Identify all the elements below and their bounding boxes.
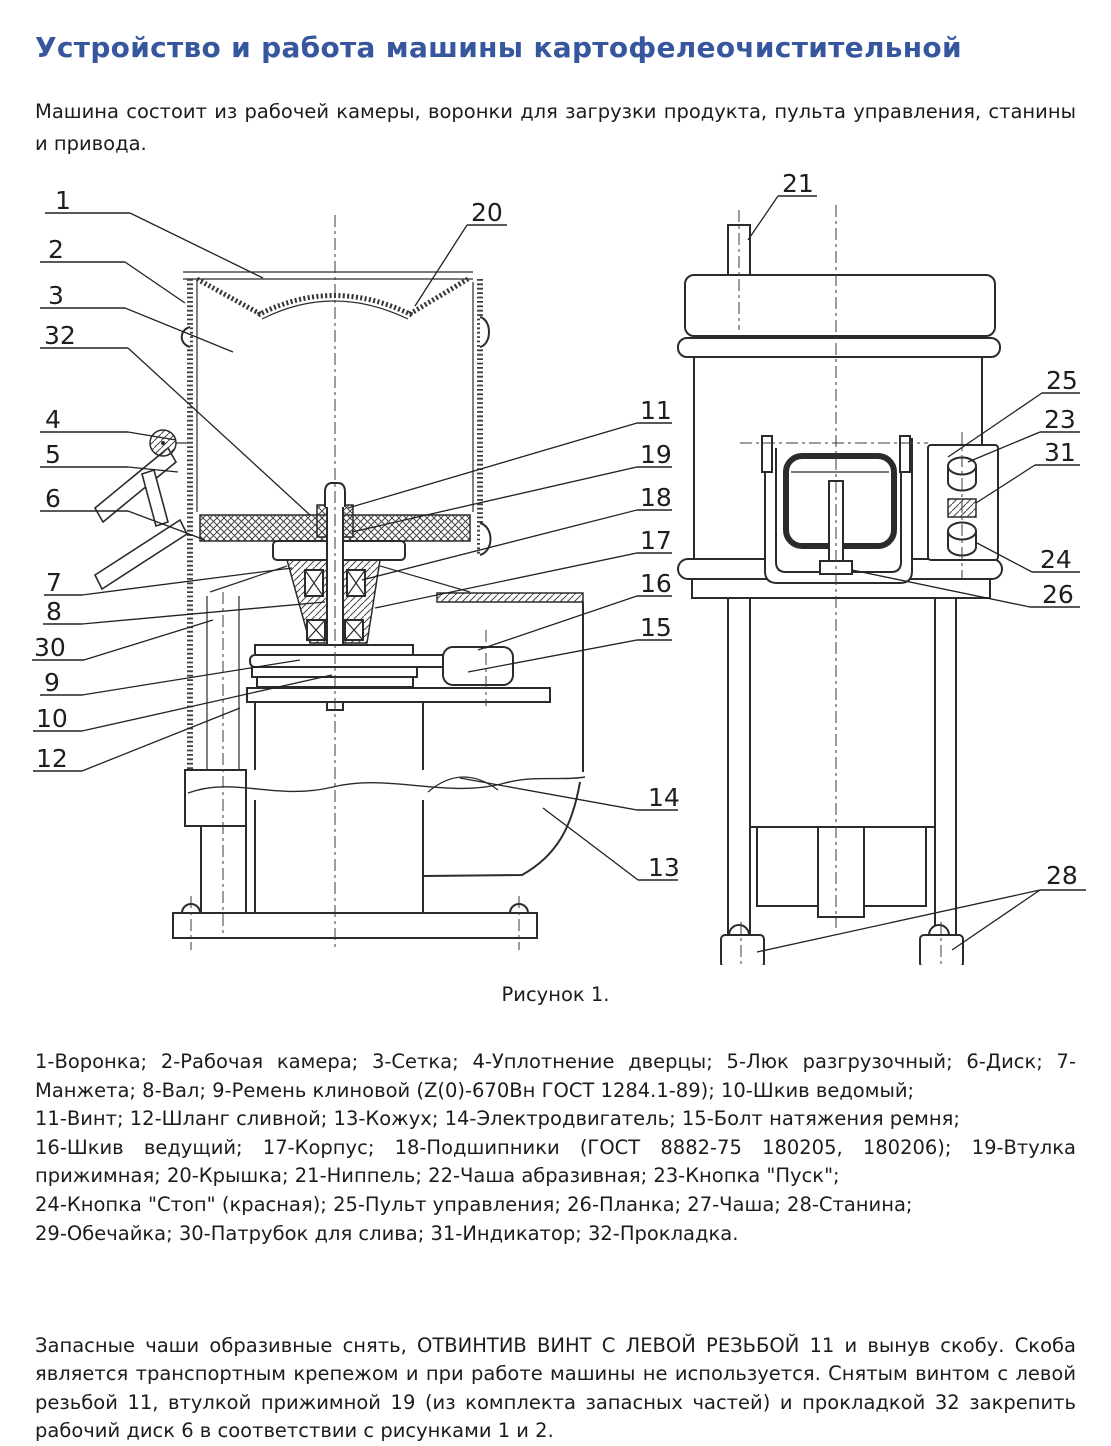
pulley <box>255 645 413 655</box>
callout-2: 2 <box>48 235 64 264</box>
discharge-chute <box>95 520 187 589</box>
motor-outline <box>428 777 498 792</box>
callout-26: 26 <box>1042 580 1074 609</box>
electric-motor <box>750 598 935 827</box>
callout-6: 6 <box>45 484 61 513</box>
callout-19: 19 <box>640 440 672 469</box>
funnel <box>197 279 262 315</box>
figure-technical-drawing <box>0 165 1111 965</box>
spare-bowls-paragraph: Запасные чаши образивные снять, ОТВИНТИВ ВИНТ С ЛЕВОЙ РЕЗЬБОЙ 11 и вынув скобу. Скоба является транспортным крепежом и при работе машины не используется. Снятым винтом с левой резьбой 11, втулкой прижимной 19 (из комплекта запасных частей) и прокладкой 32 закрепить рабочий диск 6 в соответствии с рисунками 1 и 2. <box>35 1333 1076 1443</box>
base-plate <box>173 913 537 938</box>
callout-15: 15 <box>640 613 672 642</box>
callout-13: 13 <box>648 853 680 882</box>
callout-12: 12 <box>36 744 68 773</box>
upper-collar <box>678 338 1000 357</box>
callout-7: 7 <box>46 568 62 597</box>
callout-20: 20 <box>471 198 503 227</box>
frame-leg <box>728 598 750 935</box>
callout-16: 16 <box>640 569 672 598</box>
callout-14: 14 <box>648 783 680 812</box>
cover-lid <box>685 275 995 336</box>
callout-4: 4 <box>45 405 61 434</box>
callout-3: 3 <box>48 281 64 310</box>
frame-foot <box>721 935 764 965</box>
callout-25: 25 <box>1046 366 1078 395</box>
callout-31: 31 <box>1044 438 1076 467</box>
callout-8: 8 <box>46 597 62 626</box>
legend-group: 24-Кнопка "Стоп" (красная); 25-Пульт управления; 26-Планка; 27-Чаша; 28-Станина; <box>35 1192 913 1216</box>
callout-5: 5 <box>45 440 61 469</box>
callout-21: 21 <box>782 169 814 198</box>
page-title: Устройство и работа машины картофелеочистительной <box>35 30 962 64</box>
pulley-plate <box>247 688 550 702</box>
callout-28: 28 <box>1046 861 1078 890</box>
right-view-exterior <box>678 225 1002 965</box>
legend-group: 11-Винт; 12-Шланг сливной; 13-Кожух; 14-Электродвигатель; 15-Болт натяжения ремня; <box>35 1107 960 1131</box>
break-line <box>188 777 585 793</box>
callout-17: 17 <box>640 526 672 555</box>
callout-9: 9 <box>44 668 60 697</box>
legend-group: 16-Шкив ведущий; 17-Корпус; 18-Подшипники (ГОСТ 8882-75 180205, 180206); 19-Втулка прижимная; 20-Крышка; 21-Ниппель; 22-Чаша абразивная; 23-Кнопка "Пуск"; <box>35 1135 1076 1188</box>
intro-paragraph: Машина состоит из рабочей камеры, воронки для загрузки продукта, пульта управления, станины и привода. <box>35 99 1076 155</box>
figure-caption: Рисунок 1. <box>501 983 610 1006</box>
callout-24: 24 <box>1040 545 1072 574</box>
left-view-cross-section <box>95 272 585 938</box>
callout-11: 11 <box>640 396 672 425</box>
drain-hose-top <box>185 770 246 826</box>
callout-10: 10 <box>36 704 68 733</box>
frame-leg <box>935 598 956 935</box>
callout-18: 18 <box>640 483 672 512</box>
legend-group: 1-Воронка; 2-Рабочая камера; 3-Сетка; 4-Уплотнение дверцы; 5-Люк разгрузочный; 6-Диск; 7-Манжета; 8-Вал; 9-Ремень клиновой (Z(0)-670Вн ГОСТ 1284.1-89); 10-Шкив ведомый; <box>35 1050 1076 1102</box>
callout-1: 1 <box>55 186 71 215</box>
callout-32: 32 <box>44 321 76 350</box>
parts-legend <box>35 1048 1076 1248</box>
legend-group: 29-Обечайка; 30-Патрубок для слива; 31-Индикатор; 32-Прокладка. <box>35 1221 739 1245</box>
callout-23: 23 <box>1044 405 1076 434</box>
callout-30: 30 <box>34 633 66 662</box>
casing-top-edge <box>437 593 583 602</box>
